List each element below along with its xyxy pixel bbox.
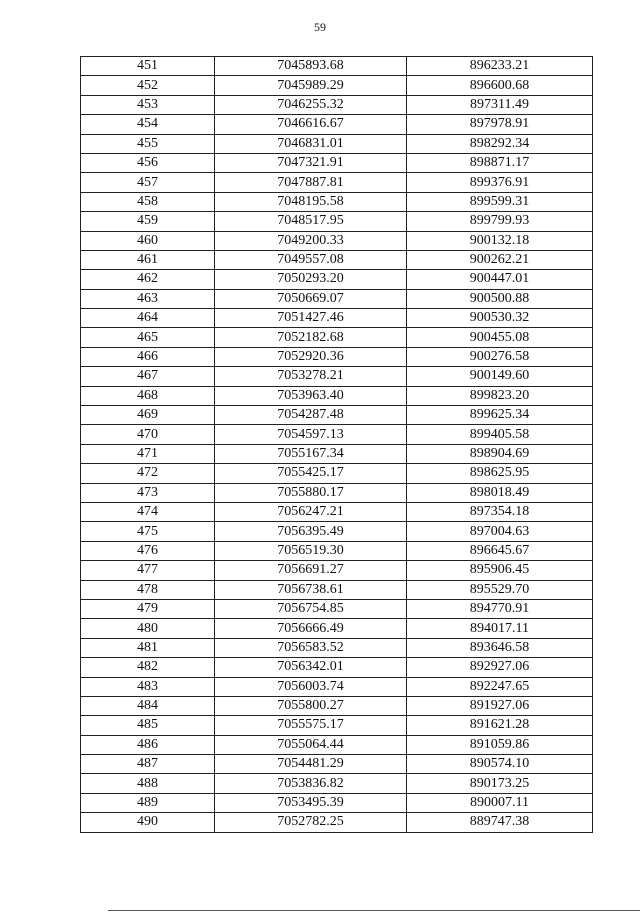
x-coordinate-cell: 7056247.21 xyxy=(215,502,407,521)
point-number-cell: 487 xyxy=(81,755,215,774)
point-number-cell: 475 xyxy=(81,522,215,541)
point-number-cell: 453 xyxy=(81,95,215,114)
y-coordinate-cell: 890173.25 xyxy=(407,774,593,793)
x-coordinate-cell: 7048517.95 xyxy=(215,212,407,231)
y-coordinate-cell: 894017.11 xyxy=(407,619,593,638)
table-row xyxy=(81,444,593,463)
point-number-cell: 476 xyxy=(81,541,215,560)
table-row xyxy=(81,289,593,308)
x-coordinate-cell: 7052182.68 xyxy=(215,328,407,347)
point-number-cell: 471 xyxy=(81,444,215,463)
table-row xyxy=(81,774,593,793)
point-number-cell: 462 xyxy=(81,270,215,289)
point-number-cell: 465 xyxy=(81,328,215,347)
point-number-cell: 452 xyxy=(81,76,215,95)
point-number-cell: 486 xyxy=(81,735,215,754)
table-row xyxy=(81,464,593,483)
table-row xyxy=(81,483,593,502)
y-coordinate-cell: 899799.93 xyxy=(407,212,593,231)
y-coordinate-cell: 899376.91 xyxy=(407,173,593,192)
x-coordinate-cell: 7055800.27 xyxy=(215,696,407,715)
point-number-cell: 466 xyxy=(81,347,215,366)
coordinates-table-body xyxy=(81,57,593,833)
x-coordinate-cell: 7046831.01 xyxy=(215,134,407,153)
y-coordinate-cell: 891621.28 xyxy=(407,716,593,735)
point-number-cell: 482 xyxy=(81,658,215,677)
x-coordinate-cell: 7045989.29 xyxy=(215,76,407,95)
table-row xyxy=(81,793,593,812)
x-coordinate-cell: 7056754.85 xyxy=(215,599,407,618)
x-coordinate-cell: 7053836.82 xyxy=(215,774,407,793)
point-number-cell: 458 xyxy=(81,192,215,211)
y-coordinate-cell: 900455.08 xyxy=(407,328,593,347)
point-number-cell: 472 xyxy=(81,464,215,483)
x-coordinate-cell: 7051427.46 xyxy=(215,309,407,328)
table-row xyxy=(81,580,593,599)
table-row xyxy=(81,309,593,328)
table-row xyxy=(81,76,593,95)
x-coordinate-cell: 7052920.36 xyxy=(215,347,407,366)
x-coordinate-cell: 7049557.08 xyxy=(215,250,407,269)
y-coordinate-cell: 900530.32 xyxy=(407,309,593,328)
x-coordinate-cell: 7056666.49 xyxy=(215,619,407,638)
point-number-cell: 457 xyxy=(81,173,215,192)
page-bottom-rule xyxy=(108,910,640,911)
x-coordinate-cell: 7055425.17 xyxy=(215,464,407,483)
y-coordinate-cell: 900132.18 xyxy=(407,231,593,250)
y-coordinate-cell: 897978.91 xyxy=(407,115,593,134)
point-number-cell: 477 xyxy=(81,561,215,580)
table-row xyxy=(81,406,593,425)
y-coordinate-cell: 897354.18 xyxy=(407,502,593,521)
table-row xyxy=(81,57,593,76)
x-coordinate-cell: 7046255.32 xyxy=(215,95,407,114)
x-coordinate-cell: 7054481.29 xyxy=(215,755,407,774)
y-coordinate-cell: 898292.34 xyxy=(407,134,593,153)
y-coordinate-cell: 899823.20 xyxy=(407,386,593,405)
table-row xyxy=(81,561,593,580)
y-coordinate-cell: 898871.17 xyxy=(407,153,593,172)
point-number-cell: 483 xyxy=(81,677,215,696)
table-row xyxy=(81,502,593,521)
point-number-cell: 480 xyxy=(81,619,215,638)
point-number-cell: 459 xyxy=(81,212,215,231)
point-number-cell: 456 xyxy=(81,153,215,172)
y-coordinate-cell: 890574.10 xyxy=(407,755,593,774)
x-coordinate-cell: 7045893.68 xyxy=(215,57,407,76)
x-coordinate-cell: 7056738.61 xyxy=(215,580,407,599)
y-coordinate-cell: 892927.06 xyxy=(407,658,593,677)
y-coordinate-cell: 891059.86 xyxy=(407,735,593,754)
x-coordinate-cell: 7055575.17 xyxy=(215,716,407,735)
table-row xyxy=(81,95,593,114)
x-coordinate-cell: 7056583.52 xyxy=(215,638,407,657)
x-coordinate-cell: 7052782.25 xyxy=(215,813,407,832)
table-row xyxy=(81,231,593,250)
table-row xyxy=(81,153,593,172)
y-coordinate-cell: 895529.70 xyxy=(407,580,593,599)
x-coordinate-cell: 7050293.20 xyxy=(215,270,407,289)
table-row xyxy=(81,716,593,735)
y-coordinate-cell: 900276.58 xyxy=(407,347,593,366)
x-coordinate-cell: 7056691.27 xyxy=(215,561,407,580)
y-coordinate-cell: 899599.31 xyxy=(407,192,593,211)
x-coordinate-cell: 7054597.13 xyxy=(215,425,407,444)
x-coordinate-cell: 7056519.30 xyxy=(215,541,407,560)
y-coordinate-cell: 898904.69 xyxy=(407,444,593,463)
table-row xyxy=(81,735,593,754)
table-row xyxy=(81,755,593,774)
point-number-cell: 454 xyxy=(81,115,215,134)
table-row xyxy=(81,386,593,405)
y-coordinate-cell: 900447.01 xyxy=(407,270,593,289)
x-coordinate-cell: 7048195.58 xyxy=(215,192,407,211)
table-row xyxy=(81,192,593,211)
y-coordinate-cell: 896600.68 xyxy=(407,76,593,95)
x-coordinate-cell: 7055064.44 xyxy=(215,735,407,754)
table-row xyxy=(81,696,593,715)
point-number-cell: 478 xyxy=(81,580,215,599)
table-row xyxy=(81,270,593,289)
table-row xyxy=(81,599,593,618)
table-row xyxy=(81,250,593,269)
x-coordinate-cell: 7056003.74 xyxy=(215,677,407,696)
table-row xyxy=(81,173,593,192)
y-coordinate-cell: 895906.45 xyxy=(407,561,593,580)
y-coordinate-cell: 899625.34 xyxy=(407,406,593,425)
table-row xyxy=(81,638,593,657)
point-number-cell: 467 xyxy=(81,367,215,386)
y-coordinate-cell: 896645.67 xyxy=(407,541,593,560)
x-coordinate-cell: 7053278.21 xyxy=(215,367,407,386)
x-coordinate-cell: 7056395.49 xyxy=(215,522,407,541)
y-coordinate-cell: 898625.95 xyxy=(407,464,593,483)
point-number-cell: 460 xyxy=(81,231,215,250)
y-coordinate-cell: 897311.49 xyxy=(407,95,593,114)
point-number-cell: 488 xyxy=(81,774,215,793)
point-number-cell: 455 xyxy=(81,134,215,153)
y-coordinate-cell: 892247.65 xyxy=(407,677,593,696)
y-coordinate-cell: 896233.21 xyxy=(407,57,593,76)
x-coordinate-cell: 7055880.17 xyxy=(215,483,407,502)
point-number-cell: 479 xyxy=(81,599,215,618)
table-row xyxy=(81,677,593,696)
coordinates-table xyxy=(80,56,593,833)
y-coordinate-cell: 893646.58 xyxy=(407,638,593,657)
point-number-cell: 485 xyxy=(81,716,215,735)
table-row xyxy=(81,328,593,347)
point-number-cell: 481 xyxy=(81,638,215,657)
table-row xyxy=(81,522,593,541)
x-coordinate-cell: 7056342.01 xyxy=(215,658,407,677)
point-number-cell: 484 xyxy=(81,696,215,715)
point-number-cell: 490 xyxy=(81,813,215,832)
table-row xyxy=(81,813,593,832)
table-row xyxy=(81,425,593,444)
x-coordinate-cell: 7050669.07 xyxy=(215,289,407,308)
point-number-cell: 473 xyxy=(81,483,215,502)
y-coordinate-cell: 890007.11 xyxy=(407,793,593,812)
point-number-cell: 468 xyxy=(81,386,215,405)
y-coordinate-cell: 900149.60 xyxy=(407,367,593,386)
table-row xyxy=(81,619,593,638)
y-coordinate-cell: 891927.06 xyxy=(407,696,593,715)
point-number-cell: 474 xyxy=(81,502,215,521)
x-coordinate-cell: 7053963.40 xyxy=(215,386,407,405)
table-row xyxy=(81,658,593,677)
x-coordinate-cell: 7049200.33 xyxy=(215,231,407,250)
x-coordinate-cell: 7047887.81 xyxy=(215,173,407,192)
y-coordinate-cell: 889747.38 xyxy=(407,813,593,832)
table-row xyxy=(81,347,593,366)
x-coordinate-cell: 7054287.48 xyxy=(215,406,407,425)
point-number-cell: 463 xyxy=(81,289,215,308)
point-number-cell: 469 xyxy=(81,406,215,425)
table-row xyxy=(81,541,593,560)
point-number-cell: 461 xyxy=(81,250,215,269)
y-coordinate-cell: 900262.21 xyxy=(407,250,593,269)
x-coordinate-cell: 7047321.91 xyxy=(215,153,407,172)
x-coordinate-cell: 7053495.39 xyxy=(215,793,407,812)
point-number-cell: 451 xyxy=(81,57,215,76)
x-coordinate-cell: 7055167.34 xyxy=(215,444,407,463)
table-row xyxy=(81,212,593,231)
point-number-cell: 470 xyxy=(81,425,215,444)
x-coordinate-cell: 7046616.67 xyxy=(215,115,407,134)
table-row xyxy=(81,115,593,134)
table-row xyxy=(81,367,593,386)
y-coordinate-cell: 899405.58 xyxy=(407,425,593,444)
y-coordinate-cell: 897004.63 xyxy=(407,522,593,541)
y-coordinate-cell: 900500.88 xyxy=(407,289,593,308)
page-number: 59 xyxy=(314,20,326,34)
y-coordinate-cell: 894770.91 xyxy=(407,599,593,618)
point-number-cell: 489 xyxy=(81,793,215,812)
table-row xyxy=(81,134,593,153)
y-coordinate-cell: 898018.49 xyxy=(407,483,593,502)
point-number-cell: 464 xyxy=(81,309,215,328)
